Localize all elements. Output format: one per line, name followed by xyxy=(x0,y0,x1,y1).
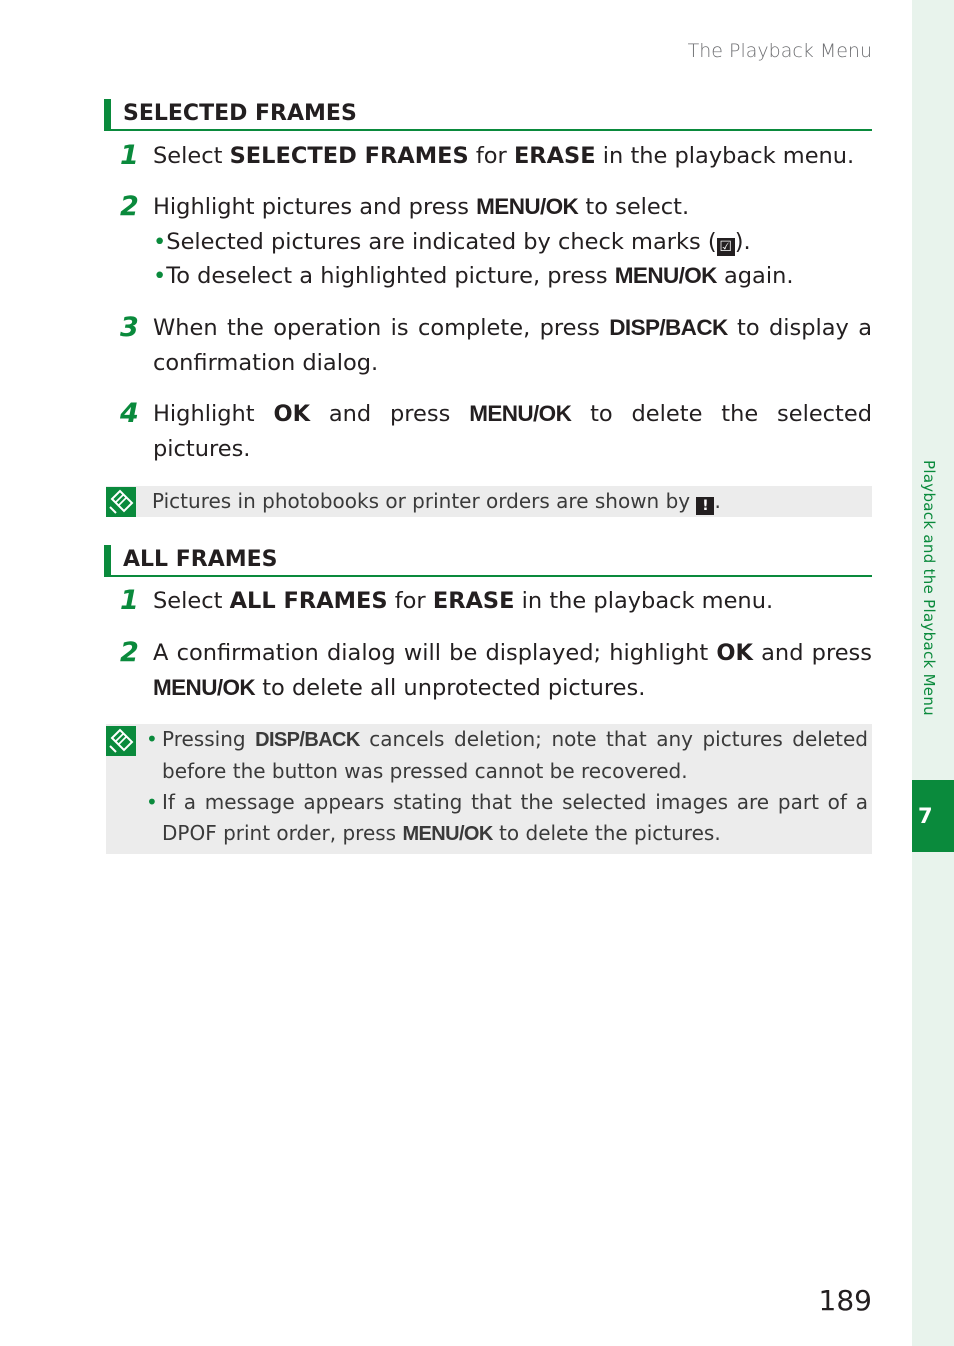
step-1-selected xyxy=(120,139,872,174)
section-heading-selected-frames: SELECTED FRAMES xyxy=(104,99,872,131)
note-icon xyxy=(106,726,136,756)
step-number: 4 xyxy=(120,398,139,429)
running-header: The Playback Menu xyxy=(687,40,872,62)
step-number: 2 xyxy=(120,191,139,222)
step-2-selected xyxy=(120,190,872,293)
section-heading-all-frames: ALL FRAMES xyxy=(104,545,872,577)
menu-ok-key: MENU/OK xyxy=(614,262,717,288)
note-list xyxy=(146,724,872,850)
chapter-number: 7 xyxy=(918,804,933,828)
menu-ok-key: MENU/OK xyxy=(476,194,579,219)
step-text: Select ALL FRAMES for ERASE in the playback menu. xyxy=(153,588,774,614)
step-text: Highlight OK and press MENU/OK to delete the selected pictures. xyxy=(153,401,872,462)
step-text: When the operation is complete, press DISP/BACK to display a confirmation dialog. xyxy=(153,315,872,376)
step-number: 1 xyxy=(120,140,139,171)
step-4-selected xyxy=(120,397,872,466)
note-item-dpof: • If a message appears stating that the selected images are part of a DPOF print order, press MENU/OK to delete the pictures. xyxy=(146,790,868,845)
bullet-deselect: •To deselect a highlighted picture, press MENU/OK again. xyxy=(153,262,794,289)
menu-ok-key: MENU/OK xyxy=(153,674,256,700)
chapter-number-tab xyxy=(912,780,954,852)
note-icon xyxy=(106,487,136,517)
disp-back-key: DISP/BACK xyxy=(609,315,728,340)
menu-ok-key: MENU/OK xyxy=(402,823,493,845)
note-box-selected xyxy=(106,486,872,517)
note-item-cancel: • Pressing DISP/BACK cancels deletion; note that any pictures deleted before the button was pressed cannot be recovered. xyxy=(146,727,868,783)
menu-ok-key: MENU/OK xyxy=(469,401,572,426)
protect-icon: ! xyxy=(696,497,714,515)
step-number: 3 xyxy=(120,312,139,343)
check-mark-icon: ☑ xyxy=(717,238,735,256)
step-text: A confirmation dialog will be displayed; highlight OK and press MENU/OK to delete all unprotected pictures. xyxy=(153,640,872,701)
step-3-selected xyxy=(120,311,872,380)
step-1-all xyxy=(120,584,872,619)
step-number: 1 xyxy=(120,585,139,616)
disp-back-key: DISP/BACK xyxy=(255,729,360,751)
step-text: Select SELECTED FRAMES for ERASE in the playback menu. xyxy=(153,143,855,169)
step-2-all xyxy=(120,636,872,705)
chapter-title: Playback and the Playback Menu xyxy=(920,460,938,716)
bullet-check-marks: •Selected pictures are indicated by check marks ( ☑ ). xyxy=(153,228,751,255)
note-box-all xyxy=(106,724,872,854)
step-number: 2 xyxy=(120,637,139,668)
note-text: Pictures in photobooks or printer orders are shown by ! . xyxy=(152,489,721,514)
page-number: 189 xyxy=(818,1284,872,1317)
step-text: Highlight pictures and press MENU/OK to select. xyxy=(153,194,690,220)
